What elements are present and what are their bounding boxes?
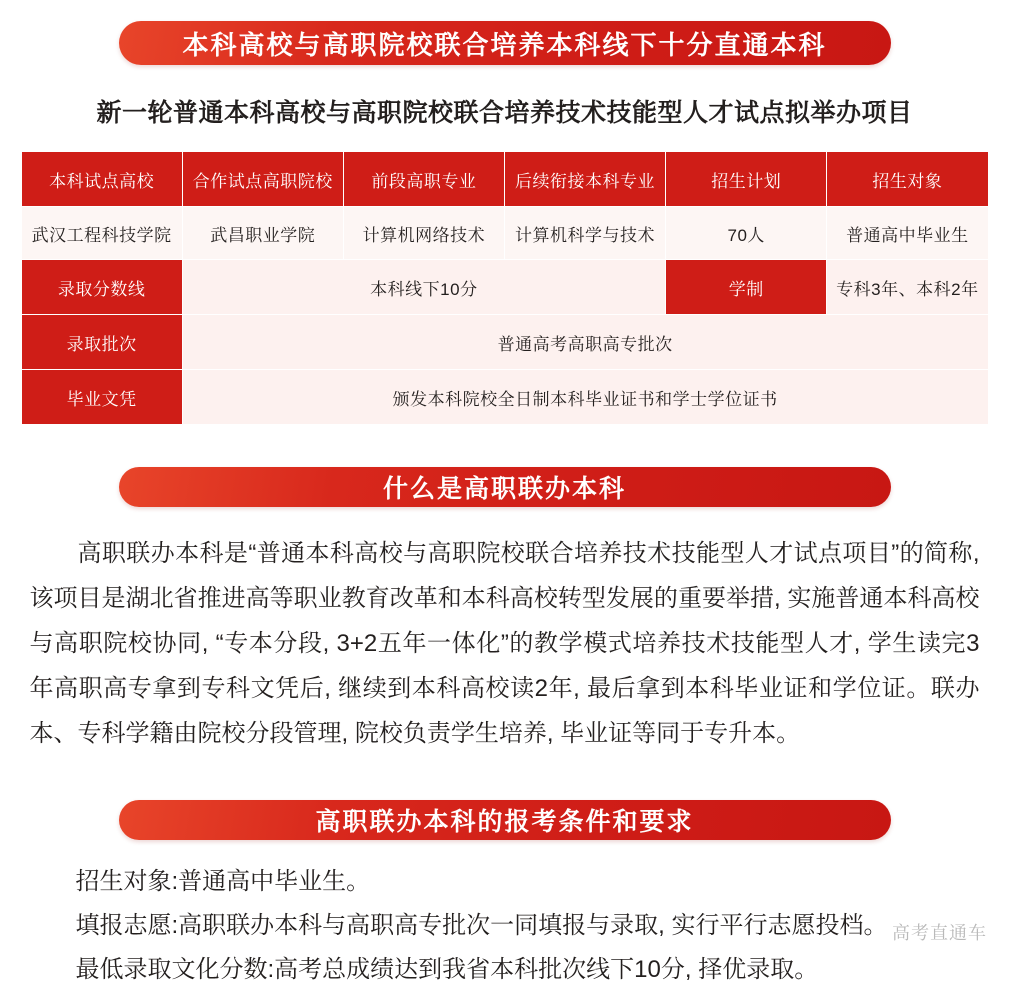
requirements-list — [54, 860, 956, 992]
table-row-admission-batch — [22, 315, 988, 369]
list-item: 招生对象:普通高中毕业生。 — [75, 868, 371, 895]
table-value-admission-batch: 普通高考高职高专批次 — [183, 315, 988, 369]
list-item: 填报志愿:高职联办本科与高职高专批次一同填报与录取, 实行平行志愿投档。 — [75, 912, 888, 939]
table-header-cell-5: 招生对象 — [827, 152, 987, 206]
table-header-cell-3: 后续衔接本科专业 — [505, 152, 665, 206]
section-two-paragraph: 高职联办本科是“普通本科高校与高职院校联合培养技术技能型人才试点项目”的简称, 该项目是湖北省推进高等职业教育改革和本科高校转型发展的重要举措, 实施普通本科高校与高职院校协同, “专本分段, 3+2五年一体化”的教学模式培养技术技能型人才, 学生读完3年高职高专拿到专科文凭后, 继续到本科高校读2年, 最后拿到本科毕业证和学位证。联办本、专科学籍由院校分段管理, 院校负责学生培养, 毕业证等同于专升本。 — [29, 540, 980, 747]
table-cell-university: 武汉工程科技学院 — [22, 207, 182, 259]
list-item: 最低录取文化分数:高考总成绩达到我省本科批次线下10分, 择优录取。 — [75, 956, 819, 983]
table-label-admission-batch: 录取批次 — [22, 315, 182, 369]
table-cell-vocational-major: 计算机网络技术 — [344, 207, 504, 259]
table-header-row — [22, 152, 988, 206]
table-cell-quota: 70人 — [666, 207, 826, 259]
section-three-banner: 高职联办本科的报考条件和要求 — [119, 800, 891, 840]
table-cell-target: 普通高中毕业生 — [827, 207, 987, 259]
table-header-cell-2: 前段高职专业 — [344, 152, 504, 206]
table-row-score-line — [22, 260, 988, 314]
main-title-banner: 本科高校与高职院校联合培养本科线下十分直通本科 — [119, 21, 891, 65]
table-label-score-line: 录取分数线 — [22, 260, 182, 314]
table-label-diploma: 毕业文凭 — [22, 370, 182, 424]
table-row — [22, 207, 988, 259]
table-header-cell-4: 招生计划 — [666, 152, 826, 206]
page-subtitle: 新一轮普通本科高校与高职院校联合培养技术技能型人才试点拟举办项目 — [96, 99, 913, 127]
table-header-cell-1: 合作试点高职院校 — [183, 152, 343, 206]
table-value-diploma: 颁发本科院校全日制本科毕业证书和学士学位证书 — [183, 370, 988, 424]
section-two-banner: 什么是高职联办本科 — [119, 467, 891, 507]
table-row-diploma — [22, 370, 988, 424]
table-label-duration: 学制 — [666, 260, 826, 314]
table-cell-college: 武昌职业学院 — [183, 207, 343, 259]
section-two-banner-container — [0, 467, 1009, 507]
table-value-score-line: 本科线下10分 — [183, 260, 665, 314]
table-cell-bachelor-major: 计算机科学与技术 — [505, 207, 665, 259]
table-value-duration: 专科3年、本科2年 — [827, 260, 987, 314]
watermark-label: 高考直通车 — [892, 923, 987, 943]
main-banner-container — [0, 0, 1009, 65]
program-info-table — [21, 151, 989, 425]
table-header-cell-0: 本科试点高校 — [22, 152, 182, 206]
section-three-banner-container — [0, 800, 1009, 840]
